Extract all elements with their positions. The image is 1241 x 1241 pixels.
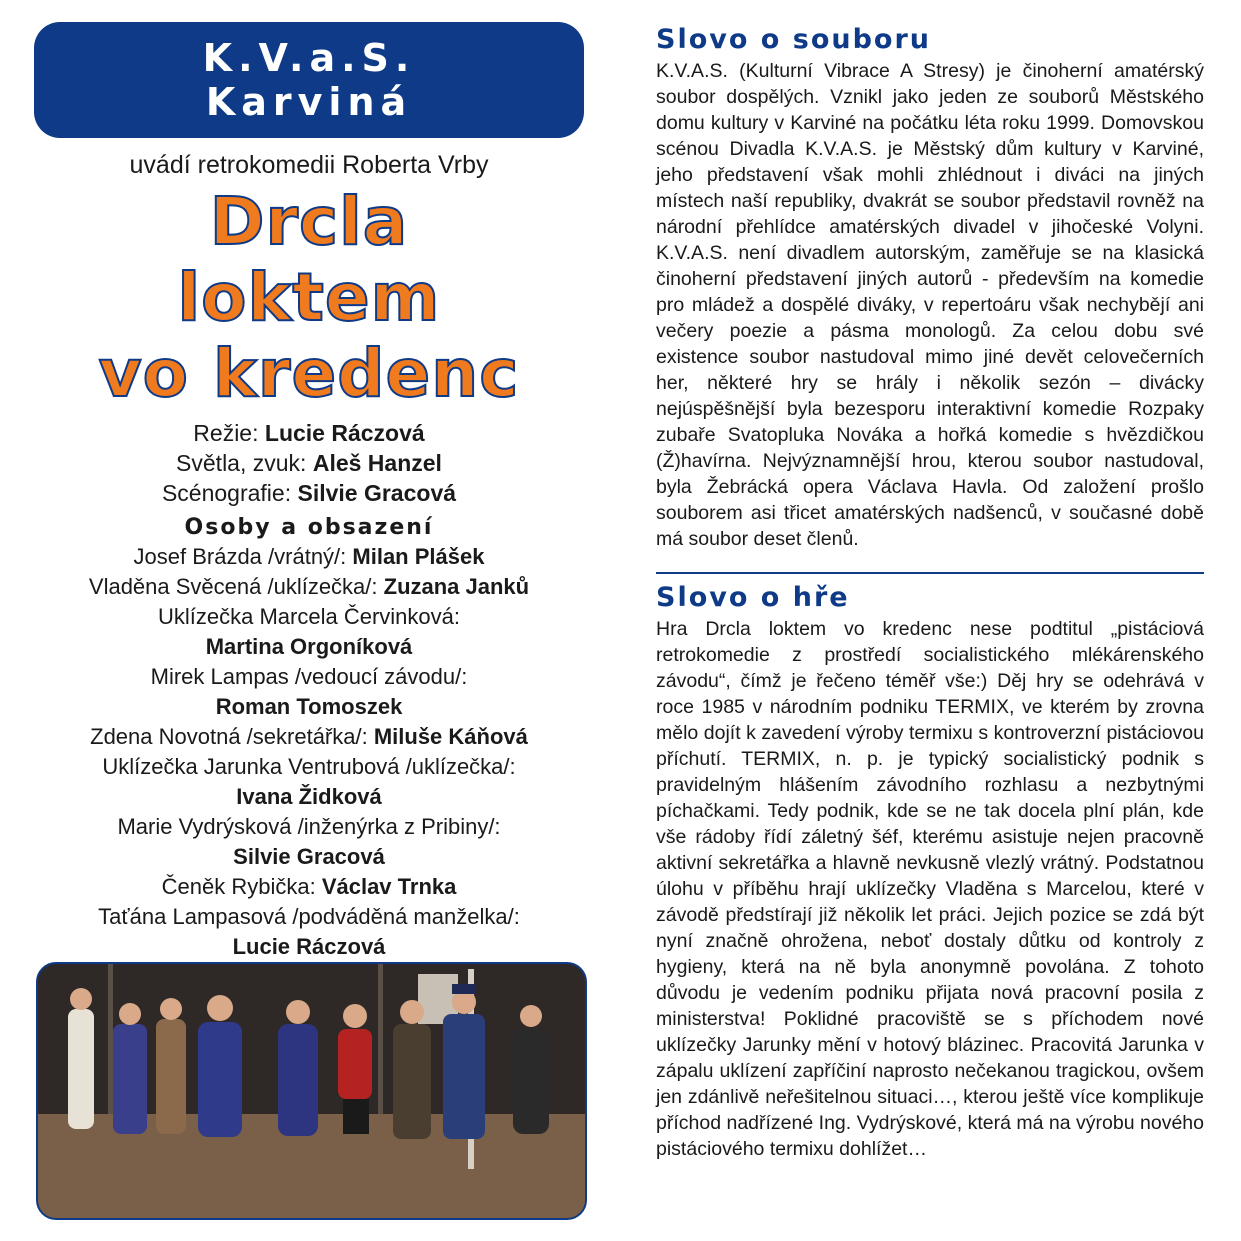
cast-name: Martina Orgoníková bbox=[205, 634, 413, 659]
cast-row bbox=[34, 752, 584, 782]
cast-row bbox=[34, 902, 584, 932]
cast-name: Milan Plášek bbox=[352, 544, 485, 569]
section-heading-about-troupe: Slovo o souboru bbox=[656, 24, 932, 55]
cast-role: Josef Brázda /vrátný/: bbox=[133, 544, 353, 569]
credit-name: Silvie Gracová bbox=[297, 480, 457, 506]
cast-name: Ivana Židková bbox=[236, 784, 382, 809]
section-heading-about-play: Slovo o hře bbox=[656, 582, 850, 613]
cast-role: Čeněk Rybička: bbox=[161, 874, 322, 899]
cast-row bbox=[34, 692, 584, 722]
banner-line-2: Karviná bbox=[205, 80, 413, 124]
cast-row bbox=[34, 722, 584, 752]
cast-role: Taťána Lampasová /podváděná manželka/: bbox=[98, 904, 520, 929]
cast-row bbox=[34, 812, 584, 842]
cast-row bbox=[34, 872, 584, 902]
cast-photo-illustration bbox=[38, 964, 585, 1218]
credit-row bbox=[34, 448, 584, 478]
credit-row bbox=[34, 418, 584, 448]
cast-name: Silvie Gracová bbox=[233, 844, 385, 869]
cast-name: Zuzana Janků bbox=[383, 574, 530, 599]
cast-name: Miluše Káňová bbox=[373, 724, 528, 749]
cast-name: Václav Trnka bbox=[321, 874, 457, 899]
section-divider bbox=[656, 572, 1204, 574]
credit-row bbox=[34, 478, 584, 508]
cast-role: Zdena Novotná /sekretářka/: bbox=[90, 724, 374, 749]
cast-role: Mirek Lampas /vedoucí závodu/: bbox=[150, 664, 468, 689]
right-column bbox=[656, 24, 1204, 1162]
cast-name: Lucie Ráczová bbox=[232, 934, 386, 959]
credits-list bbox=[34, 418, 584, 508]
cast-row bbox=[34, 572, 584, 602]
play-title-line-3: vo kredenc bbox=[98, 335, 520, 412]
section-text-about-play: Hra Drcla loktem vo kredenc nese podtitul „pistáciová retrokomedie z prostředí socialistického mlékárenského závodu“, čímž je řečeno téměř vše:) Děj hry se odehrává v roce 1985 v národním podniku TERMIX, ve kterém by zrovna mělo dojít k zavedení výroby termixu s kontroverzní pistáciovou příchutí. TERMIX, n. p. je typický socialistický podnik s pravidelným hlášením závodního rozhlasu a nezbytnými píchačkami. Tedy podnik, kde se ne tak docela plní plán, kde vše rádoby řídí záletný šéf, kterému asistuje nejen pracovně aktivní sekretářka a hlavně nevkusně vlezlý vrátný. Podstatnou úlohu v příběhu hrají uklízečky Vladěna s Marcelou, které v závodě předstírají již několik let práci. Jejich pozice se zdá být nyní značně ohrožena, neboť dostaly důtku od kontroly z hygieny, která na ně byla anonymně povolána. Z tohoto důvodu je vedením podniku přijata nová pracovní posila z ministerstva! Poklidné pracoviště se s příchodem nové uklízečky Jarunky mění v hotový blázinec. Pracovitá Jarunka v zápalu uklízení zapříčiní naprosto nečekanou tragickou, ovšem jen zdánlivě neřešitelnou situaci…, kterou ještě více komplikuje příchod nadřízené Ing. Vydrýskové, která má na výrobu nového pistáciového termixu dohlížet… bbox=[656, 618, 1204, 1160]
credit-role: Scénografie: bbox=[161, 480, 298, 506]
cast-row bbox=[34, 662, 584, 692]
cast-row bbox=[34, 602, 584, 632]
play-title-line-2: loktem bbox=[177, 259, 441, 336]
presents-line: uvádí retrokomedii Roberta Vrby bbox=[129, 151, 489, 179]
cast-row bbox=[34, 842, 584, 872]
cast-photo bbox=[36, 962, 587, 1220]
credit-role: Světla, zvuk: bbox=[176, 450, 313, 476]
cast-heading: Osoby a obsazení bbox=[184, 515, 434, 540]
cast-row bbox=[34, 782, 584, 812]
credit-name: Aleš Hanzel bbox=[312, 450, 442, 476]
cast-row bbox=[34, 542, 584, 572]
left-column bbox=[34, 22, 584, 962]
cast-role: Vladěna Svěcená /uklízečka/: bbox=[88, 574, 384, 599]
credit-name: Lucie Ráczová bbox=[264, 420, 425, 446]
section-text-about-troupe: K.V.A.S. (Kulturní Vibrace A Stresy) je činoherní amatérský soubor dospělých. Vznikl jako jeden ze souborů Městského domu kultury v Karviné na počátku léta roku 1999. Domovskou scénou Divadla K.V.A.S. je Městský dům kultury v Karviné, jeho představení však mohli zhlédnout i diváci na jiných místech naší republiky, dvakrát se soubor představil rovněž na národní přehlídce amatérských divadel v jihočeské Volyni. K.V.A.S. není divadlem autorským, zaměřuje se na klasická činoherní představení jiných autorů - především na komedie pro mládež a dospělé diváky, v repertoáru však nechybějí ani večery poezie a pásma monologů. Za celou dobu své existence soubor nastudoval mimo jiné devět celovečerních her, některé hry se hrály i několik sezón – divácky nejúspěšnější byla bezesporu interaktivní komedie Rozpaky zubaře Svatopluka Nováka a hořká komedie s hvězdičkou (Ž)havírna. Nejvýznamnější hrou, kterou soubor nastudoval, byla Žebrácká opera Václava Havla. Od založení prošlo souborem asi třicet amatérských nadšenců, v současné době má soubor deset členů. bbox=[656, 60, 1204, 550]
cast-row bbox=[34, 932, 584, 962]
cast-role: Marie Vydrýsková /inženýrka z Pribiny/: bbox=[117, 814, 501, 839]
play-title-line-1: Drcla bbox=[209, 183, 409, 260]
banner-line-1: K.V.a.S. bbox=[202, 36, 416, 80]
cast-role: Uklízečka Jarunka Ventrubová /uklízečka/: bbox=[102, 754, 516, 779]
credit-role: Režie: bbox=[193, 420, 265, 446]
cast-role: Uklízečka Marcela Červinková: bbox=[158, 604, 460, 629]
cast-row bbox=[34, 632, 584, 662]
troupe-banner bbox=[34, 22, 584, 138]
cast-list bbox=[34, 542, 584, 962]
play-title bbox=[34, 184, 584, 412]
cast-name: Roman Tomoszek bbox=[215, 694, 403, 719]
